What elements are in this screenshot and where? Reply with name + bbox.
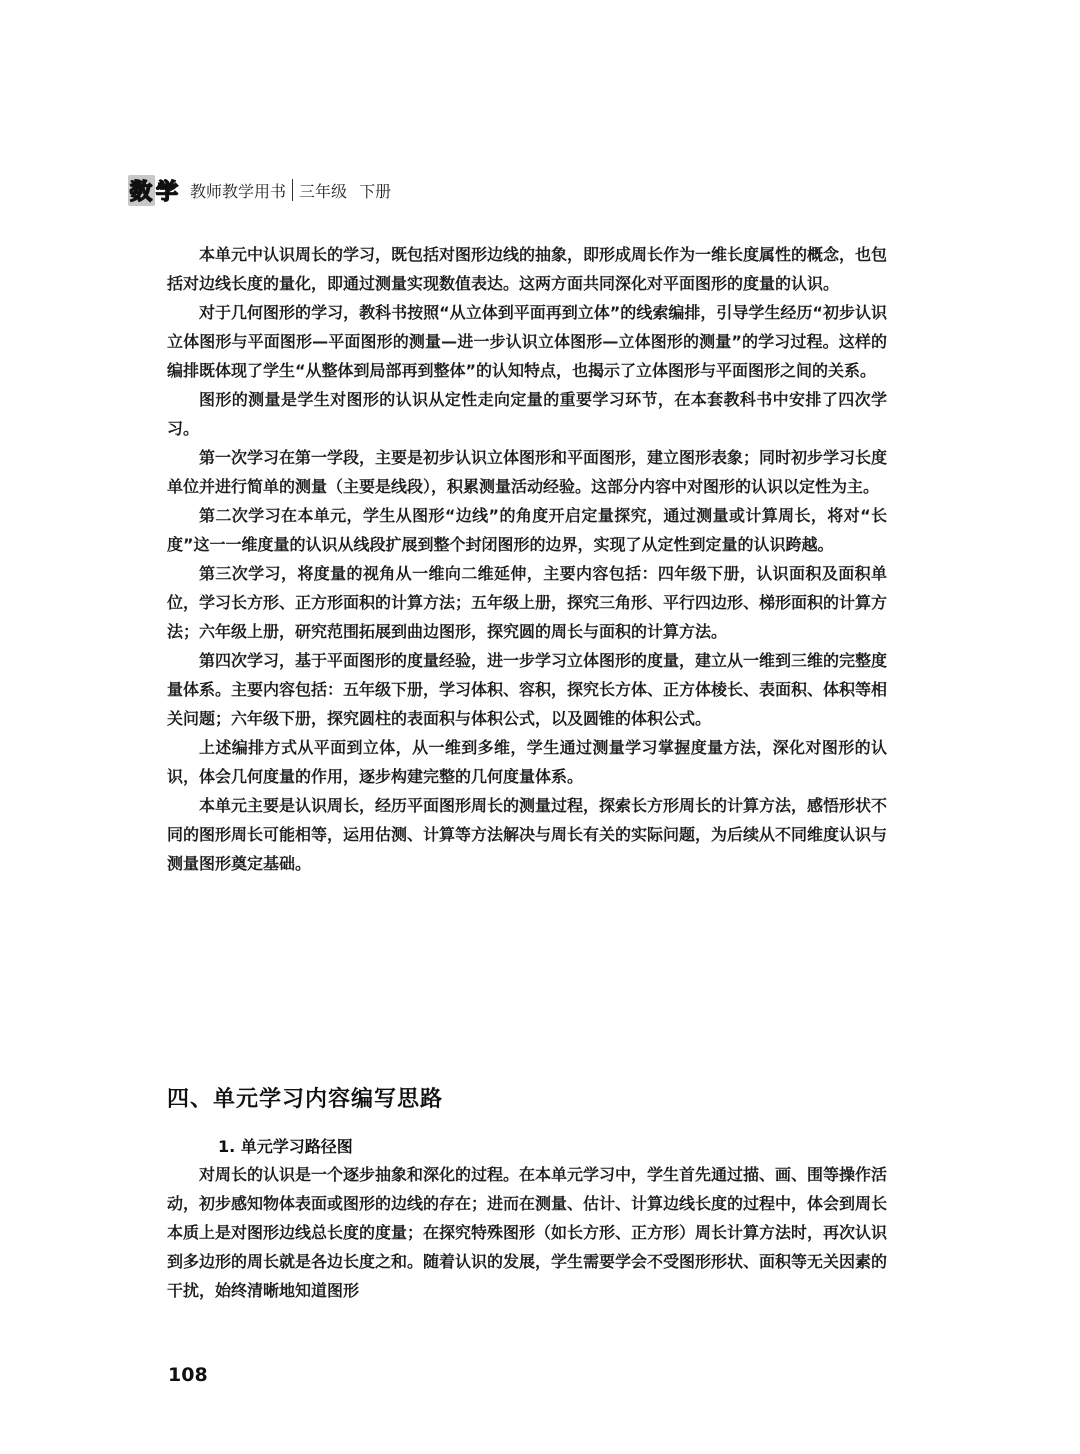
running-header (128, 172, 391, 208)
paragraph: 第四次学习，基于平面图形的度量经验，进一步学习立体图形的度量，建立从一维到三维的完整度量体系。主要内容包括：五年级下册，学习体积、容积，探究长方体、正方体棱长、表面积、体积等相关问题；六年级下册，探究圆柱的表面积与体积公式，以及圆锥的体积公式。 (167, 651, 888, 728)
page-number: 108 (168, 1364, 208, 1386)
subject-logo-char-2: 学 (156, 179, 180, 205)
paragraph: 图形的测量是学生对图形的认识从定性走向定量的重要学习环节，在本套教科书中安排了四次学习。 (167, 390, 887, 438)
subsection-heading: 1. 单元学习路径图 (218, 1137, 353, 1156)
subject-logo (128, 175, 180, 206)
section-heading: 四、单元学习内容编写思路 (167, 1087, 444, 1112)
paragraph: 对于几何图形的学习，教科书按照“从立体到平面再到立体”的线索编排，引导学生经历“初步认识立体图形与平面图形—平面图形的测量—进一步认识立体图形—立体图形的测量”的学习过程。这样的编排既体现了学生“从整体到局部再到整体”的认知特点，也揭示了立体图形与平面图形之间的关系。 (167, 303, 887, 380)
book-title: 教师教学用书 (190, 181, 287, 201)
paragraph: 第三次学习，将度量的视角从一维向二维延伸，主要内容包括：四年级下册，认识面积及面积单位，学习长方形、正方形面积的计算方法；五年级上册，探究三角形、平行四边形、梯形面积的计算方法；六年级上册，研究范围拓展到曲边图形，探究圆的周长与面积的计算方法。 (167, 564, 888, 641)
section-body-text (167, 1160, 887, 1305)
header-divider (292, 179, 293, 201)
paragraph: 对周长的认识是一个逐步抽象和深化的过程。在本单元学习中，学生首先通过描、画、围等操作活动，初步感知物体表面或图形的边线的存在；进而在测量、估计、计算边线长度的过程中，体会到周长本质上是对图形边线总长度的度量；在探究特殊图形（如长方形、正方形）周长计算方法时，再次认识到多边形的周长就是各边长度之和。随着认识的发展，学生需要学会不受图形形状、面积等无关因素的干扰，始终清晰地知道图形 (167, 1165, 888, 1300)
volume-label: 下册 (359, 181, 392, 201)
paragraph: 本单元主要是认识周长，经历平面图形周长的测量过程，探索长方形周长的计算方法，感悟形状不同的图形周长可能相等，运用估测、计算等方法解决与周长有关的实际问题，为后续从不同维度认识与测量图形奠定基础。 (167, 796, 888, 873)
subject-logo-char-1: 数 (128, 175, 155, 206)
paragraph: 本单元中认识周长的学习，既包括对图形边线的抽象，即形成周长作为一维长度属性的概念，也包括对边线长度的量化，即通过测量实现数值表达。这两方面共同深化对平面图形的度量的认识。 (167, 245, 888, 293)
paragraph: 第二次学习在本单元，学生从图形“边线”的角度开启定量探究，通过测量或计算周长，将对“长度”这一一维度量的认识从线段扩展到整个封闭图形的边界，实现了从定性到定量的认识跨越。 (167, 506, 887, 554)
paragraph: 第一次学习在第一学段，主要是初步认识立体图形和平面图形，建立图形表象；同时初步学习长度单位并进行简单的测量（主要是线段），积累测量活动经验。这部分内容中对图形的认识以定性为主。 (167, 448, 888, 496)
grade-label: 三年级 (299, 181, 348, 201)
body-text (167, 240, 887, 878)
paragraph: 上述编排方式从平面到立体，从一维到多维，学生通过测量学习掌握度量方法，深化对图形的认识，体会几何度量的作用，逐步构建完整的几何度量体系。 (167, 738, 887, 786)
